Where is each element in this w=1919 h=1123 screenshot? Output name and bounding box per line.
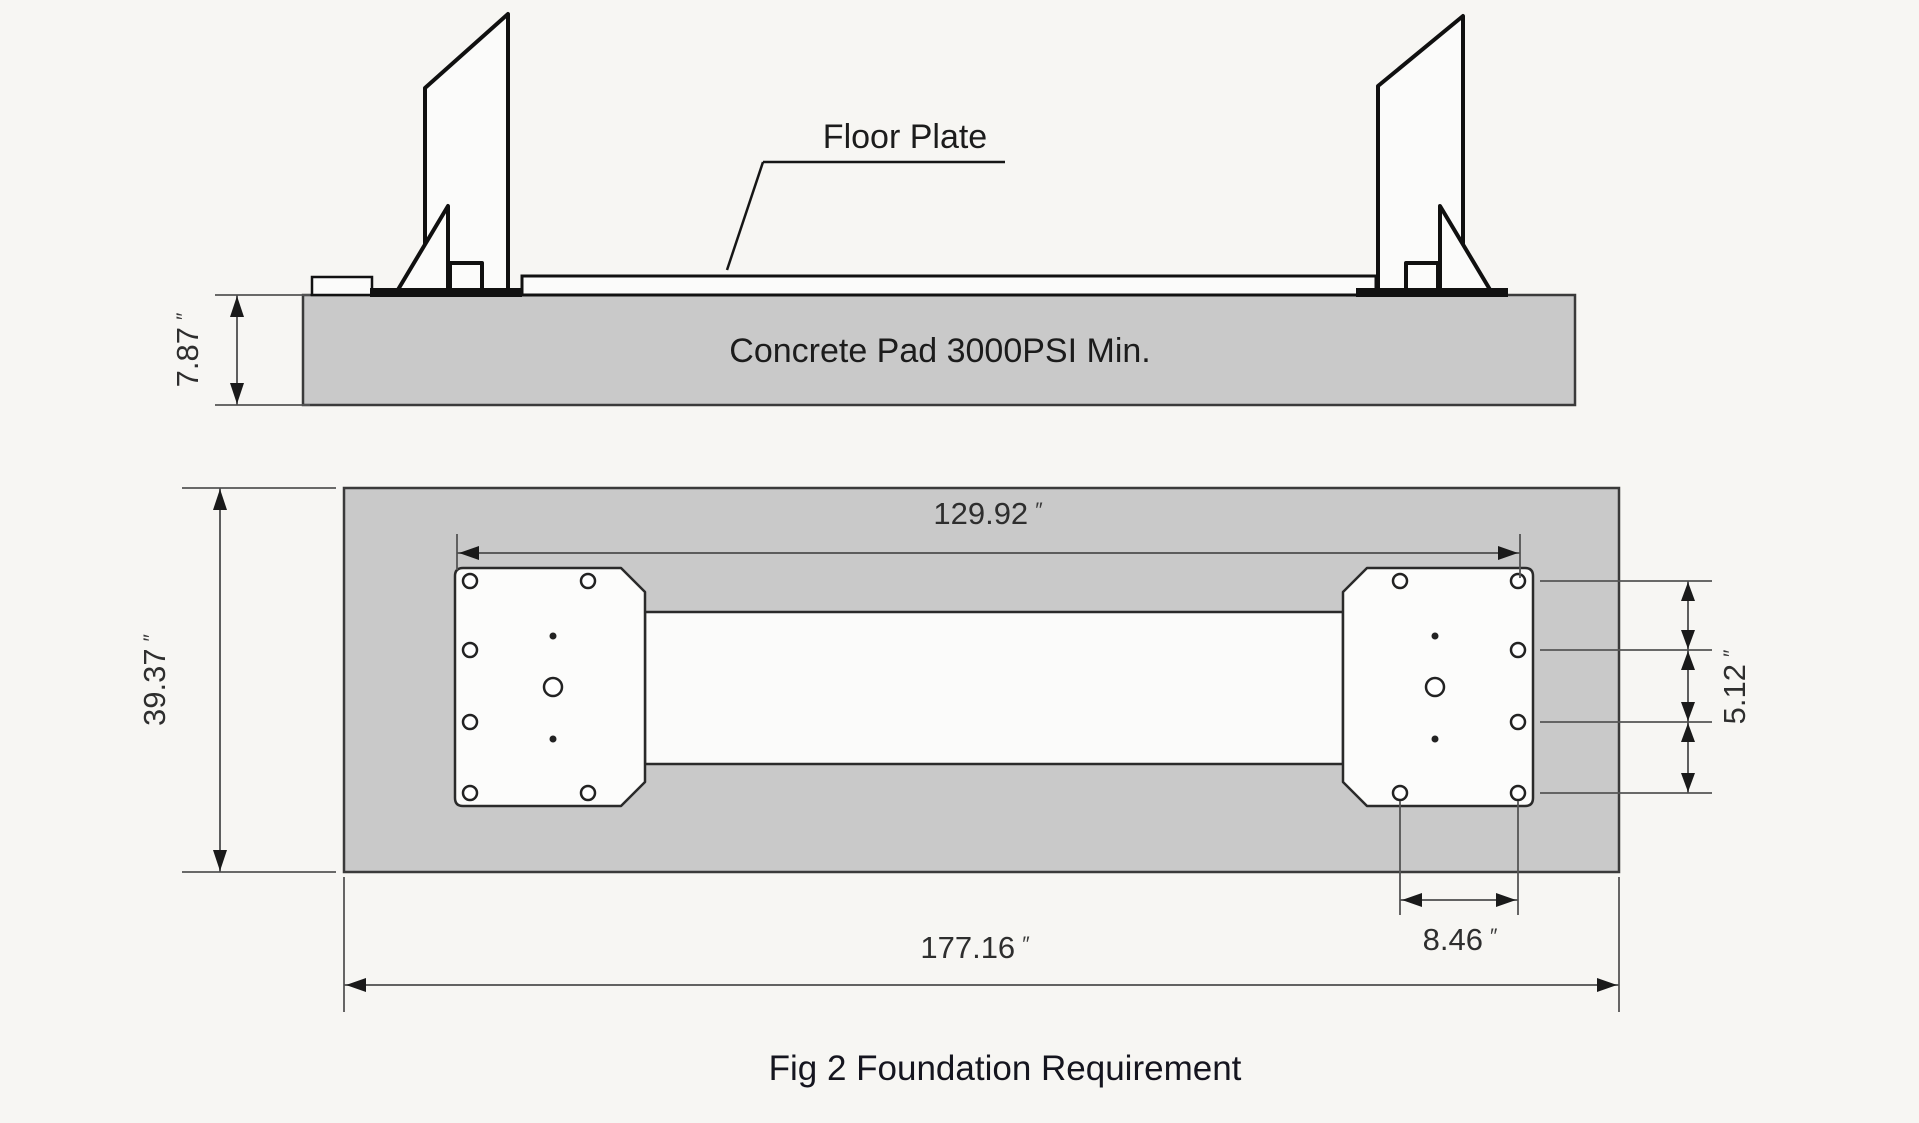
- anchor-hole: [1511, 574, 1525, 588]
- anchor-hole: [1511, 643, 1525, 657]
- left-post-gusset: [396, 206, 448, 293]
- dimension-pad-width: [137, 488, 336, 872]
- arrowhead-right: [1597, 978, 1617, 992]
- left-post: [370, 14, 522, 297]
- center-hole: [1426, 678, 1444, 696]
- anchor-hole: [1393, 786, 1407, 800]
- locating-dot: [550, 736, 557, 743]
- dim-bolt-spacing-length-text: 8.46 ″: [1422, 922, 1498, 957]
- side-elevation-view: [170, 14, 1575, 405]
- arrowhead-left: [346, 978, 366, 992]
- right-base-plate: [1343, 568, 1533, 806]
- arrowhead-up: [1681, 582, 1695, 601]
- arrowhead-up: [1681, 723, 1695, 742]
- anchor-hole: [463, 715, 477, 729]
- arrowhead-down: [230, 383, 244, 404]
- left-base-plate: [455, 568, 645, 806]
- right-post: [1356, 16, 1508, 297]
- arrowhead-down: [1681, 702, 1695, 721]
- locating-dot: [550, 633, 557, 640]
- anchor-hole: [1511, 786, 1525, 800]
- arrowhead-down: [213, 850, 227, 871]
- right-post-gusset: [1440, 206, 1492, 293]
- right-post-baseplate: [1356, 288, 1508, 297]
- dim-floor-plate-span-text: 129.92 ″: [933, 496, 1043, 531]
- arrowhead-up: [1681, 651, 1695, 670]
- dim-pad-width-text: 39.37″: [137, 633, 172, 727]
- floor-plate-label: Floor Plate: [822, 118, 988, 156]
- floor-plate-leader-line: [727, 162, 763, 270]
- arrowhead-up: [230, 296, 244, 317]
- anchor-hole: [1511, 715, 1525, 729]
- concrete-pad-label: Concrete Pad 3000PSI Min.: [729, 332, 1151, 370]
- anchor-hole: [463, 643, 477, 657]
- plan-view: [137, 488, 1752, 1012]
- dim-overall-length-text: 177.16 ″: [920, 930, 1030, 965]
- arrowhead-left: [1402, 893, 1422, 907]
- left-slab-stub: [312, 277, 372, 295]
- locating-dot: [1432, 736, 1439, 743]
- dim-bolt-spacing-width-text: 5.12″: [1717, 649, 1752, 725]
- arrowhead-down: [1681, 630, 1695, 649]
- arrowhead-right: [1496, 893, 1516, 907]
- dimension-pad-thickness: [170, 295, 310, 405]
- anchor-hole: [463, 574, 477, 588]
- anchor-hole: [1393, 574, 1407, 588]
- arrowhead-down: [1681, 773, 1695, 792]
- dim-pad-thickness-text: 7.87″: [170, 312, 205, 388]
- center-hole: [544, 678, 562, 696]
- anchor-hole: [463, 786, 477, 800]
- anchor-hole: [581, 786, 595, 800]
- left-post-baseplate: [370, 288, 522, 297]
- runway-plate: [645, 612, 1343, 764]
- locating-dot: [1432, 633, 1439, 640]
- floor-plate-shape: [522, 276, 1376, 295]
- anchor-hole: [581, 574, 595, 588]
- arrowhead-up: [213, 489, 227, 510]
- figure-caption: Fig 2 Foundation Requirement: [768, 1049, 1242, 1088]
